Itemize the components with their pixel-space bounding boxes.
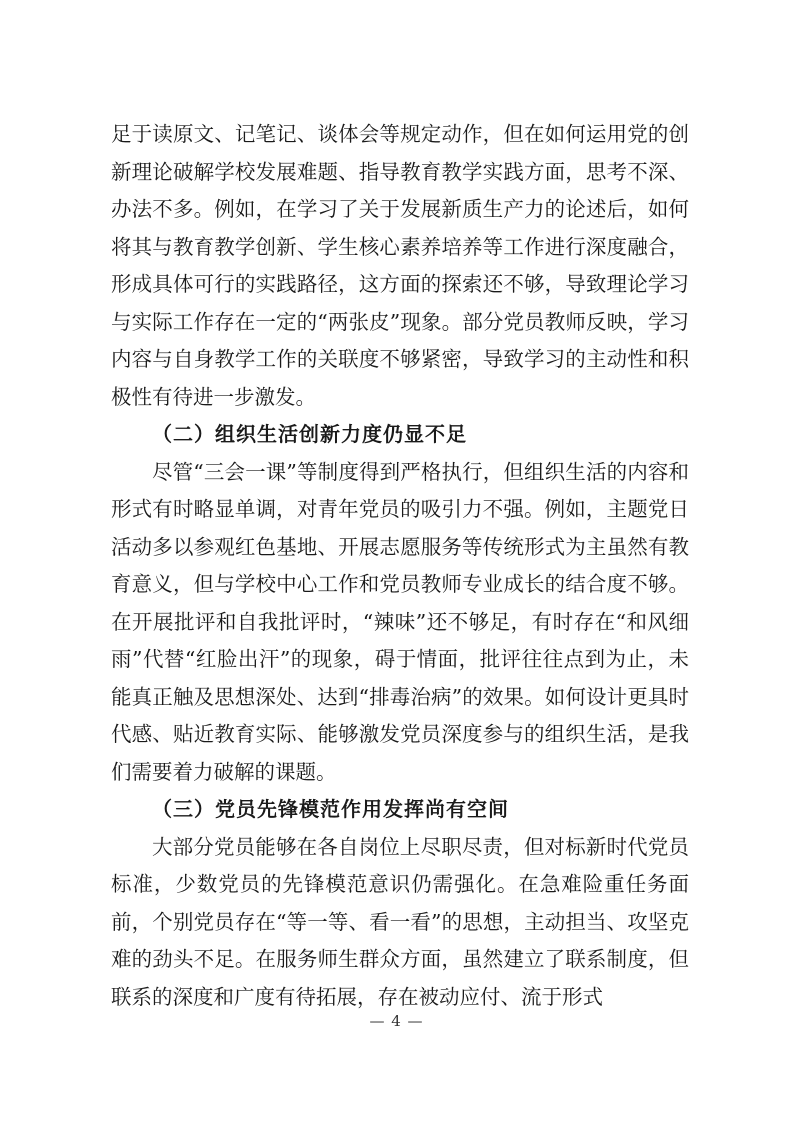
- page-number: — 4 —: [369, 1012, 424, 1030]
- paragraph-2: 尽管“三会一课”等制度得到严格执行，但组织生活的内容和形式有时略显单调，对青年党员的吸引力不强。例如，主题党日活动多以参观红色基地、开展志愿服务等传统形式为主虽然有教育意义，但与学校中心工作和党员教师专业成长的结合度不够。在开展批评和自我批评时，“辣味”还不够足，有时存在“和风细雨”代替“红脸出汗”的现象，碍于情面，批评往往点到为止，未能真正触及思想深处、达到“排毒治病”的效果。如何设计更具时代感、贴近教育实际、能够激发党员深度参与的组织生活，是我们需要着力破解的课题。: [111, 459, 689, 784]
- paragraph-1: 足于读原文、记笔记、谈体会等规定动作，但在如何运用党的创新理论破解学校发展难题、指导教育教学实践方面，思考不深、办法不多。例如，在学习了关于发展新质生产力的论述后，如何将其与教育教学创新、学生核心素养培养等工作进行深度融合，形成具体可行的实践路径，这方面的探索还不够，导致理论学习与实际工作存在一定的“两张皮”现象。部分党员教师反映，学习内容与自身教学工作的关联度不够紧密，导致学习的主动性和积极性有待进一步激发。: [111, 122, 689, 409]
- paragraph-3: 大部分党员能够在各自岗位上尽职尽责，但对标新时代党员标准，少数党员的先锋模范意识仍需强化。在急难险重任务面前，个别党员存在“等一等、看一看”的思想，主动担当、攻坚克难的劲头不足。在服务师生群众方面，虽然建立了联系制度，但联系的深度和广度有待拓展，存在被动应付、流于形式: [111, 834, 689, 1009]
- section-heading-2: （二）组织生活创新力度仍显不足: [152, 422, 467, 446]
- section-heading-3: （三）党员先锋模范作用发挥尚有空间: [152, 797, 509, 821]
- document-body: [111, 116, 689, 1016]
